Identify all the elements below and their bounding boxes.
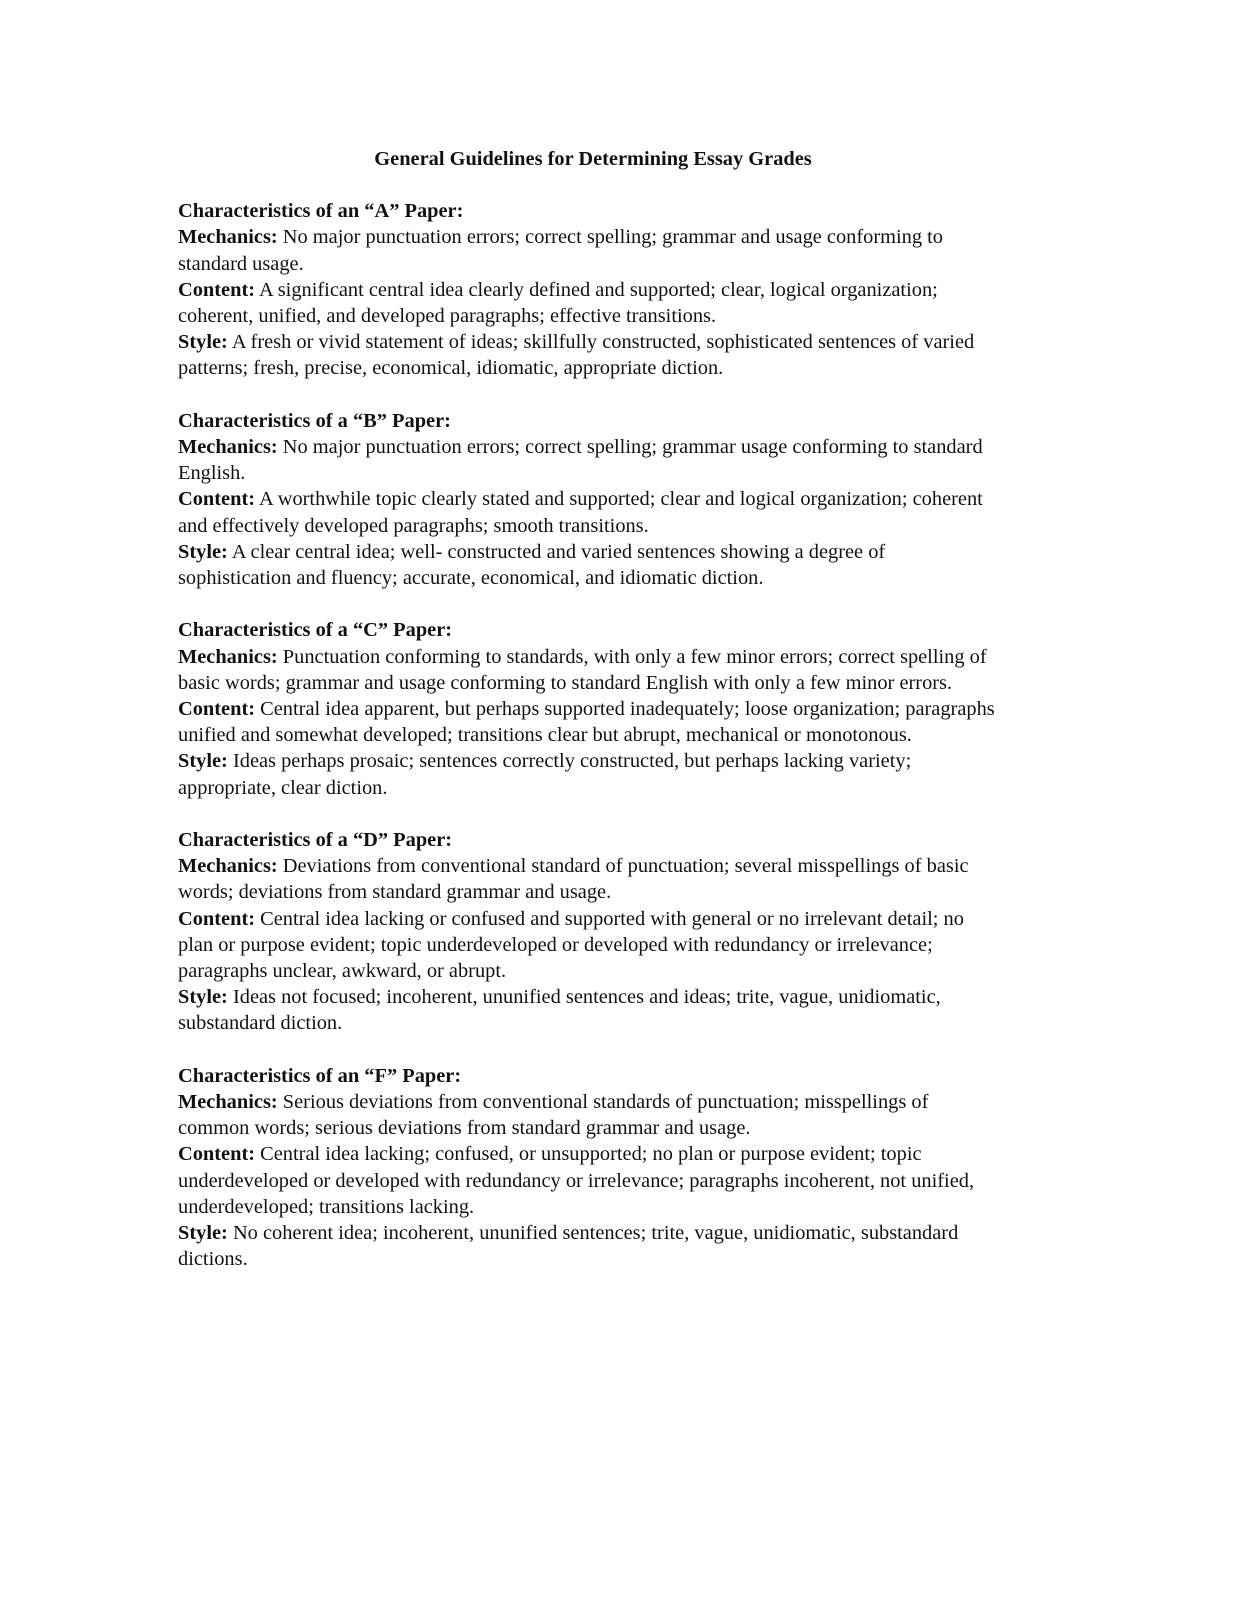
mechanics-text: Punctuation conforming to standards, with only a few minor errors; correct spelling of basic words; grammar and usage conforming to standard English with only a few minor errors. [178, 645, 987, 694]
content-text: Central idea lacking or confused and supported with general or no irrelevant detail; no plan or purpose evident; topic underdeveloped or developed with redundancy or irrelevance; paragraphs unclear, awkward, or abrupt. [178, 907, 964, 983]
style-label: Style: [178, 540, 228, 563]
content-text: A worthwhile topic clearly stated and supported; clear and logical organization; coherent and effectively developed paragraphs; smooth transitions. [178, 488, 983, 537]
section-heading: Characteristics of an “A” Paper: [178, 200, 464, 223]
section-heading: Characteristics of a “C” Paper: [178, 619, 453, 642]
mechanics-text: No major punctuation errors; correct spelling; grammar and usage conforming to standard usage. [178, 226, 944, 275]
mechanics-criterion [178, 434, 998, 486]
section-a-paper [178, 198, 998, 381]
mechanics-criterion [178, 1089, 998, 1141]
content-criterion [178, 1141, 998, 1220]
content-criterion [178, 696, 998, 748]
style-criterion [178, 748, 998, 800]
content-criterion [178, 486, 998, 538]
content-text: Central idea lacking; confused, or unsupported; no plan or purpose evident; topic underdeveloped or developed with redundancy or irrelevance; paragraphs incoherent, not unified, underdeveloped; transitions lacking. [178, 1143, 975, 1218]
mechanics-label: Mechanics: [178, 1091, 278, 1114]
section-heading: Characteristics of a “D” Paper: [178, 829, 453, 852]
document-page [178, 146, 998, 1299]
section-f-paper [178, 1063, 998, 1273]
style-text: Ideas perhaps prosaic; sentences correctly constructed, but perhaps lacking variety; appropriate, clear diction. [178, 750, 912, 799]
style-criterion [178, 329, 998, 381]
section-d-paper [178, 827, 998, 1037]
style-criterion [178, 539, 998, 591]
style-criterion [178, 1220, 998, 1272]
style-label: Style: [178, 750, 228, 773]
content-label: Content: [178, 698, 256, 721]
mechanics-label: Mechanics: [178, 855, 278, 878]
content-label: Content: [178, 1143, 256, 1166]
mechanics-text: Serious deviations from conventional standards of punctuation; misspellings of common words; serious deviations from standard grammar and usage. [178, 1091, 929, 1140]
style-text: No coherent idea; incoherent, ununified sentences; trite, vague, unidiomatic, substandard dictions. [178, 1222, 959, 1271]
content-label: Content: [178, 907, 256, 930]
content-criterion [178, 906, 998, 985]
section-c-paper [178, 617, 998, 800]
mechanics-label: Mechanics: [178, 226, 278, 249]
section-heading: Characteristics of a “B” Paper: [178, 409, 451, 432]
content-criterion [178, 277, 998, 329]
mechanics-label: Mechanics: [178, 645, 278, 668]
page-title: General Guidelines for Determining Essay Grades [374, 148, 812, 170]
mechanics-text: Deviations from conventional standard of punctuation; several misspellings of basic words; deviations from standard grammar and usage. [178, 855, 969, 904]
style-label: Style: [178, 331, 228, 354]
style-text: A clear central idea; well- constructed and varied sentences showing a degree of sophistication and fluency; accurate, economical, and idiomatic diction. [178, 540, 886, 590]
style-criterion [178, 984, 998, 1036]
style-label: Style: [178, 1222, 228, 1245]
content-label: Content: [178, 278, 256, 301]
section-heading: Characteristics of an “F” Paper: [178, 1064, 462, 1087]
section-b-paper [178, 408, 998, 591]
content-text: A significant central idea clearly defined and supported; clear, logical organization; coherent, unified, and developed paragraphs; effective transitions. [178, 278, 938, 328]
mechanics-label: Mechanics: [178, 436, 278, 459]
mechanics-criterion [178, 644, 998, 696]
mechanics-criterion [178, 853, 998, 905]
style-text: A fresh or vivid statement of ideas; skillfully constructed, sophisticated sentences of varied patterns; fresh, precise, economical, idiomatic, appropriate diction. [178, 331, 975, 380]
mechanics-text: No major punctuation errors; correct spelling; grammar usage conforming to standard English. [178, 436, 983, 485]
style-text: Ideas not focused; incoherent, ununified sentences and ideas; trite, vague, unidiomatic, substandard diction. [178, 986, 941, 1035]
content-label: Content: [178, 488, 256, 511]
mechanics-criterion [178, 224, 998, 276]
style-label: Style: [178, 986, 228, 1009]
content-text: Central idea apparent, but perhaps supported inadequately; loose organization; paragraphs unified and somewhat developed; transitions clear but abrupt, mechanical or monotonous. [178, 698, 995, 747]
